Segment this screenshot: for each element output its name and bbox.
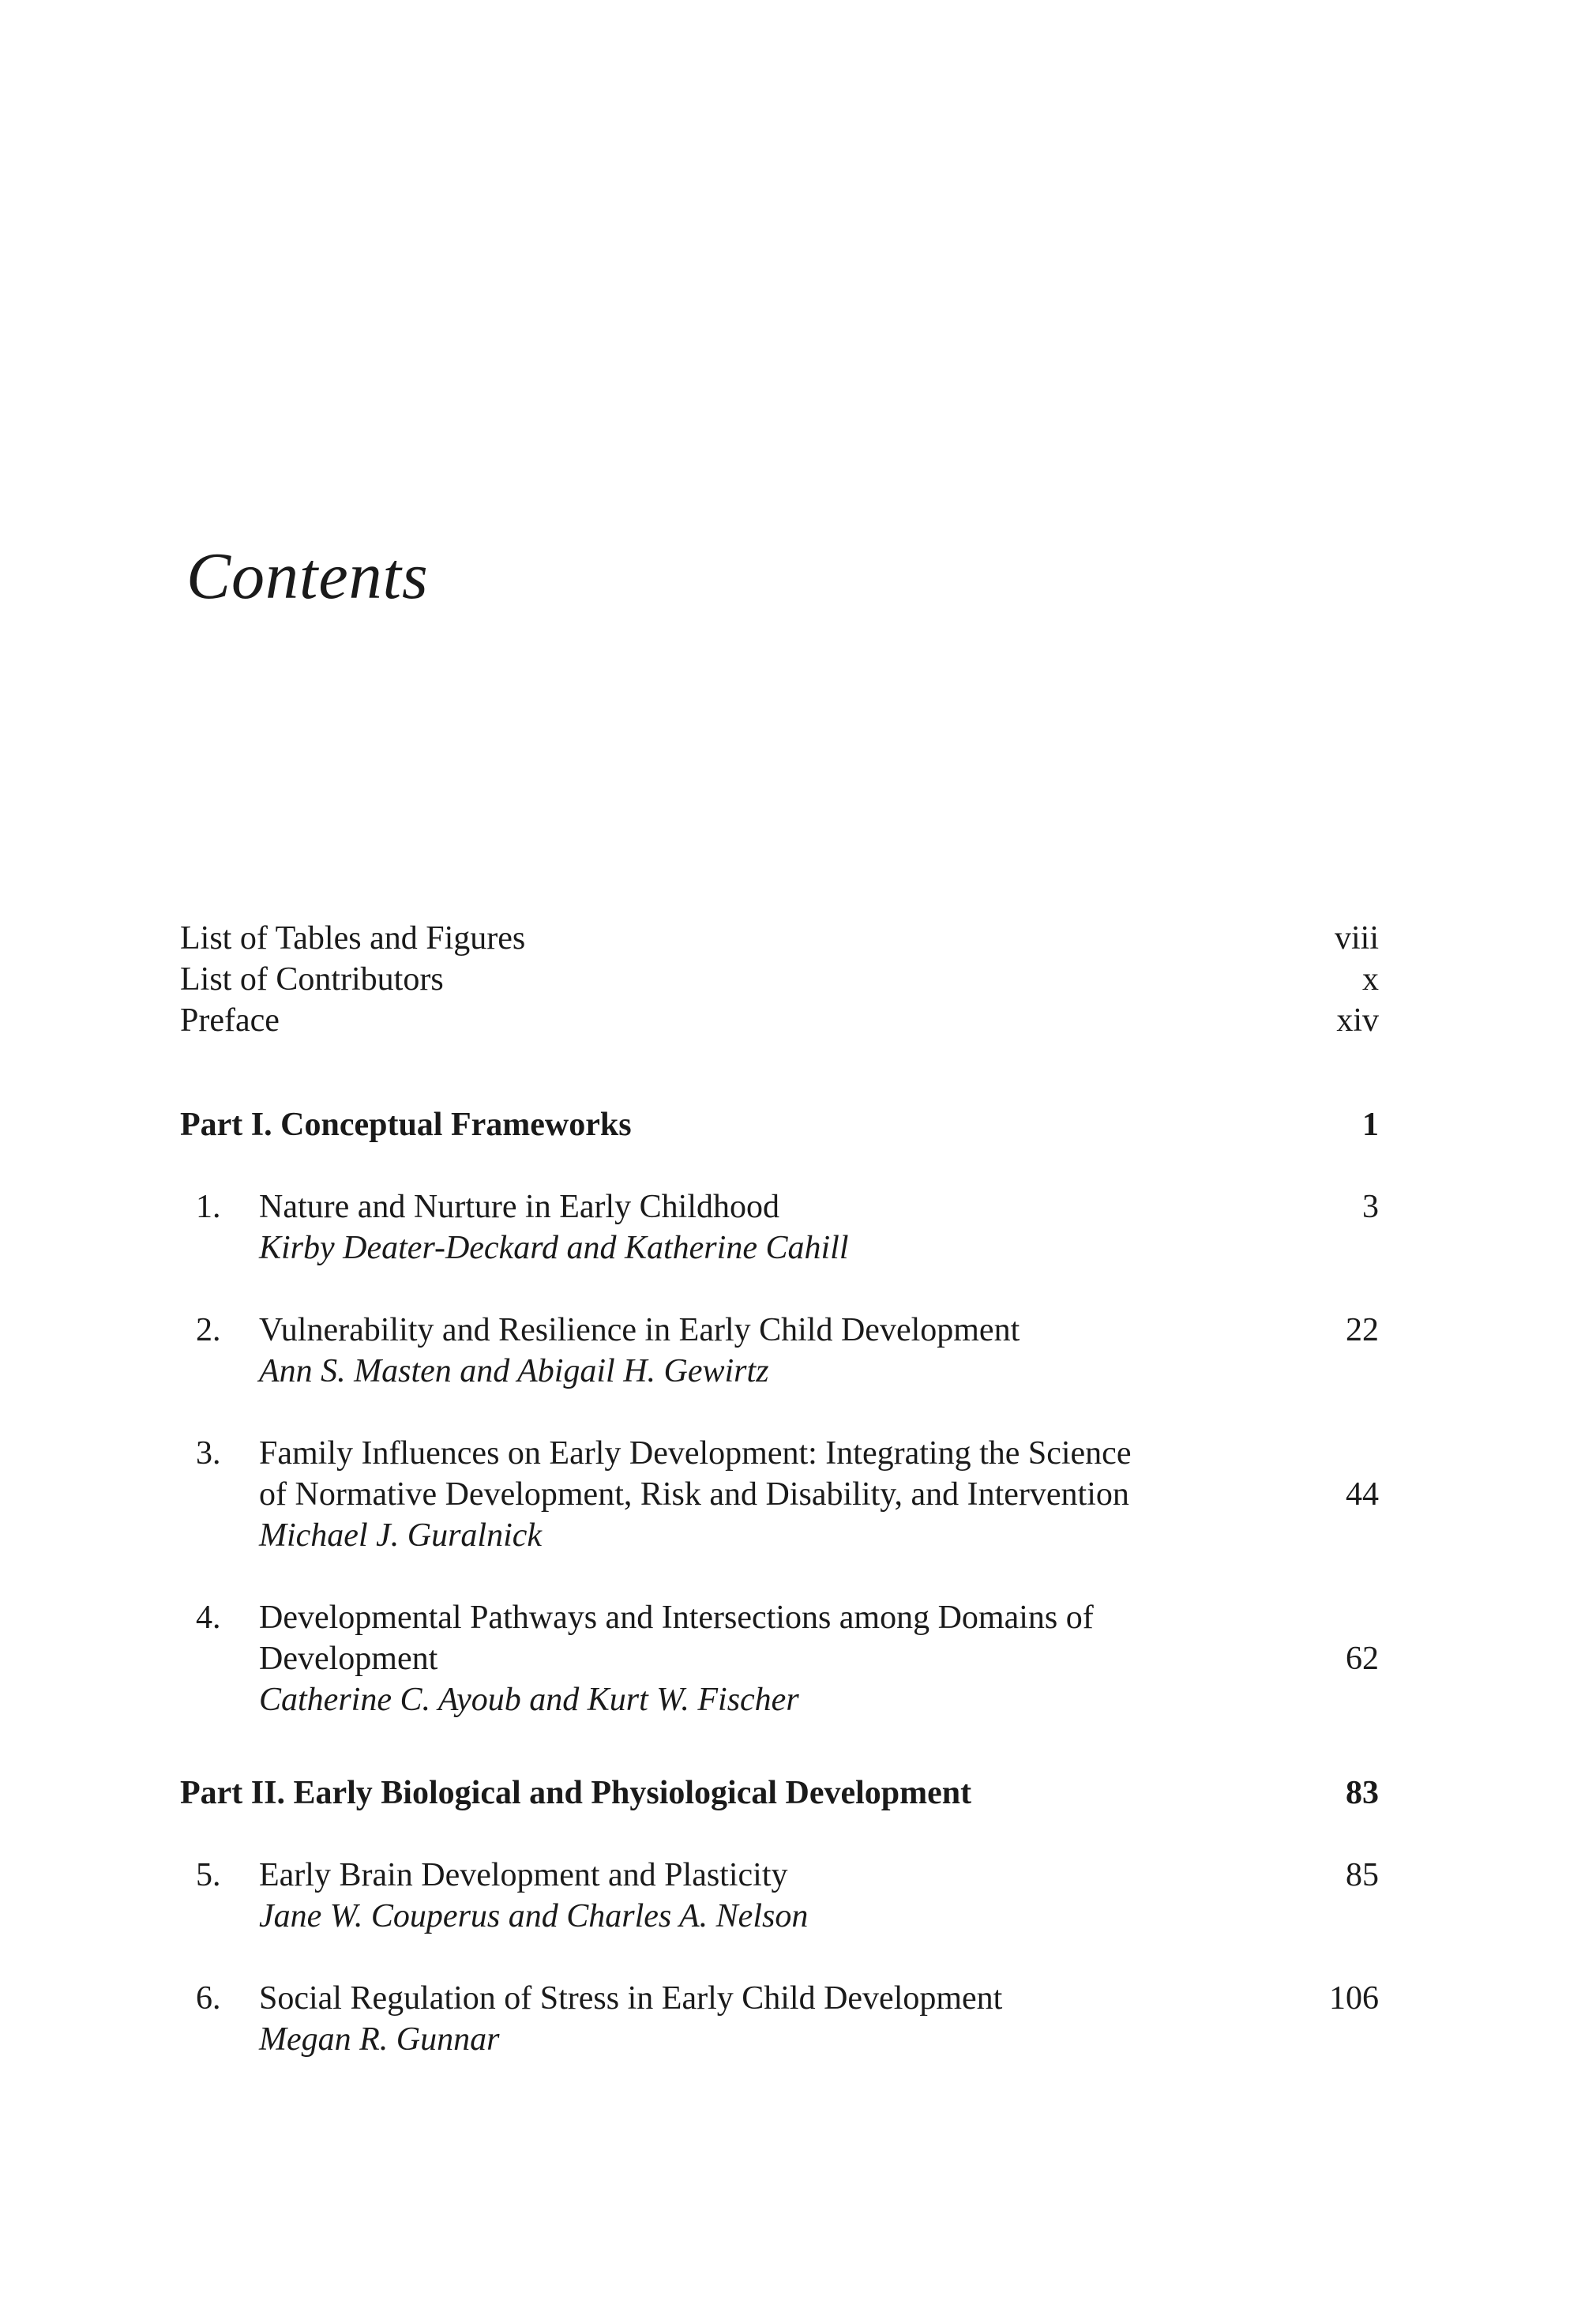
chapter-authors: Kirby Deater-Deckard and Katherine Cahill (259, 1230, 849, 1266)
front-matter-list (180, 918, 1379, 1041)
chapter-entry-2[interactable] (180, 1310, 1379, 1392)
chapter-number: 3. (196, 1435, 221, 1472)
chapter-title-line-2: Development (259, 1641, 438, 1677)
chapter-authors: Jane W. Couperus and Charles A. Nelson (259, 1898, 809, 1934)
toc-entry-title: List of Tables and Figures (180, 920, 526, 957)
chapter-entry-4[interactable] (180, 1597, 1379, 1720)
toc-entry-page: viii (1334, 920, 1379, 957)
part-title: Part I. Conceptual Frameworks (180, 1107, 632, 1143)
chapter-title-line-1: Developmental Pathways and Intersections among Domains of (259, 1600, 1094, 1636)
chapter-authors: Michael J. Guralnick (259, 1517, 543, 1554)
chapter-number: 4. (196, 1600, 221, 1636)
table-of-contents (180, 918, 1379, 2101)
chapter-number: 6. (196, 1980, 221, 2017)
toc-entry-page: xiv (1336, 1002, 1379, 1039)
chapter-number: 2. (196, 1312, 221, 1348)
part-heading-1[interactable] (180, 1104, 1379, 1145)
toc-entry-title: Preface (180, 1002, 280, 1039)
chapter-authors: Catherine C. Ayoub and Kurt W. Fischer (259, 1682, 799, 1718)
chapter-page: 62 (1346, 1641, 1379, 1677)
chapter-page: 3 (1362, 1189, 1379, 1225)
chapter-page: 22 (1346, 1312, 1379, 1348)
part-heading-2[interactable] (180, 1773, 1379, 1814)
page-title: Contents (186, 539, 429, 613)
chapter-entry-3[interactable] (180, 1433, 1379, 1556)
chapter-entry-5[interactable] (180, 1855, 1379, 1937)
chapter-number: 1. (196, 1189, 221, 1225)
chapter-title-line-1: Family Influences on Early Development: Integrating the Science (259, 1435, 1132, 1472)
chapter-title: Early Brain Development and Plasticity (259, 1857, 788, 1893)
toc-entry-preface[interactable] (180, 1000, 1379, 1041)
toc-entry-list-of-tables-and-figures[interactable] (180, 918, 1379, 959)
chapter-page: 106 (1329, 1980, 1379, 2017)
chapter-page: 85 (1346, 1857, 1379, 1893)
chapter-entry-6[interactable] (180, 1978, 1379, 2060)
toc-entry-list-of-contributors[interactable] (180, 959, 1379, 1000)
chapter-page: 44 (1346, 1476, 1379, 1513)
chapter-authors: Megan R. Gunnar (259, 2021, 500, 2058)
part-title: Part II. Early Biological and Physiological Development (180, 1775, 972, 1811)
chapter-title: Vulnerability and Resilience in Early Child Development (259, 1312, 1020, 1348)
chapter-authors: Ann S. Masten and Abigail H. Gewirtz (259, 1353, 769, 1389)
toc-entry-page: x (1362, 961, 1379, 998)
toc-entry-title: List of Contributors (180, 961, 444, 998)
chapter-title: Social Regulation of Stress in Early Child Development (259, 1980, 1003, 2017)
chapter-title-line-2: of Normative Development, Risk and Disability, and Intervention (259, 1476, 1129, 1513)
part-page: 83 (1346, 1775, 1379, 1811)
chapter-entry-1[interactable] (180, 1186, 1379, 1269)
chapter-number: 5. (196, 1857, 221, 1893)
part-page: 1 (1362, 1107, 1379, 1143)
chapter-title: Nature and Nurture in Early Childhood (259, 1189, 779, 1225)
